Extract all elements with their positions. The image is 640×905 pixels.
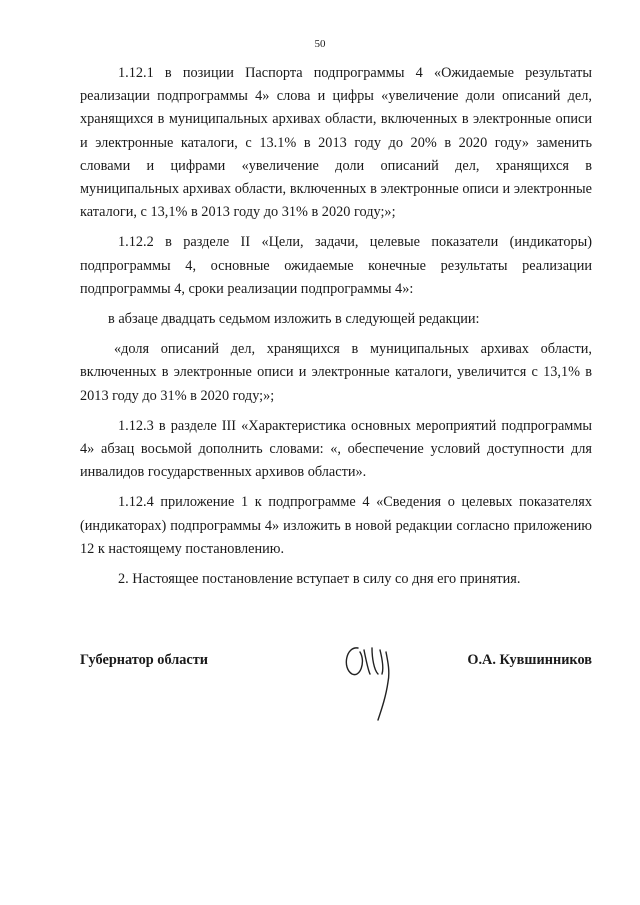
paragraph-2: 2. Настоящее постановление вступает в силу со дня его принятия.: [118, 571, 521, 588]
paragraph-1-12-1: 1.12.1 в позиции Паспорта подпрограммы 4 «Ожидаемые результаты реализации подпрограммы 4» слова и цифры «увеличение доли описаний дел, хранящихся в муниципальных архивах области, включенных в электронные описи и электронные каталоги, с 13.1% в 2013 году до 20% в 2020 году» заменить словами и цифрами «увеличение доли описаний дел, хранящихся в муниципальных архивах области, включенных в электронные описи и электронные каталоги, с 13,1% в 2013 году до 31% в 2020 году;»;: [80, 65, 592, 221]
handwritten-signature-icon: [338, 638, 408, 722]
signatory-title: Губернатор области: [80, 652, 209, 668]
signatory-name: О.А. Кувшинников: [467, 652, 592, 668]
paragraph-1-12-4: 1.12.4 приложение 1 к подпрограмме 4 «Сведения о целевых показателях (индикаторах) подпрограммы 4» изложить в новой редакции согласно приложению 12 к настоящему постановлению.: [80, 494, 592, 557]
page-number: 50: [314, 38, 326, 50]
document-body: [80, 62, 592, 598]
paragraph-1-12-3: 1.12.3 в разделе III «Характеристика основных мероприятий подпрограммы 4» абзац восьмой дополнить словами: «, обеспечение условий доступности для инвалидов государственных архивов области».: [80, 417, 592, 481]
signature-block: [80, 650, 592, 730]
paragraph-1-12-2: 1.12.2 в разделе II «Цели, задачи, целевые показатели (индикаторы) подпрограммы 4, основные ожидаемые конечные результаты реализации подпрограммы 4, сроки реализации подпрограммы 4»:: [80, 234, 592, 297]
paragraph-abzac-27: в абзаце двадцать седьмом изложить в следующей редакции:: [108, 311, 480, 328]
paragraph-quote: «доля описаний дел, хранящихся в муниципальных архивах области, включенных в электронные описи и электронные каталоги, увеличится с 13,1% в 2013 году до 31% в 2020 году;»;: [80, 341, 592, 404]
